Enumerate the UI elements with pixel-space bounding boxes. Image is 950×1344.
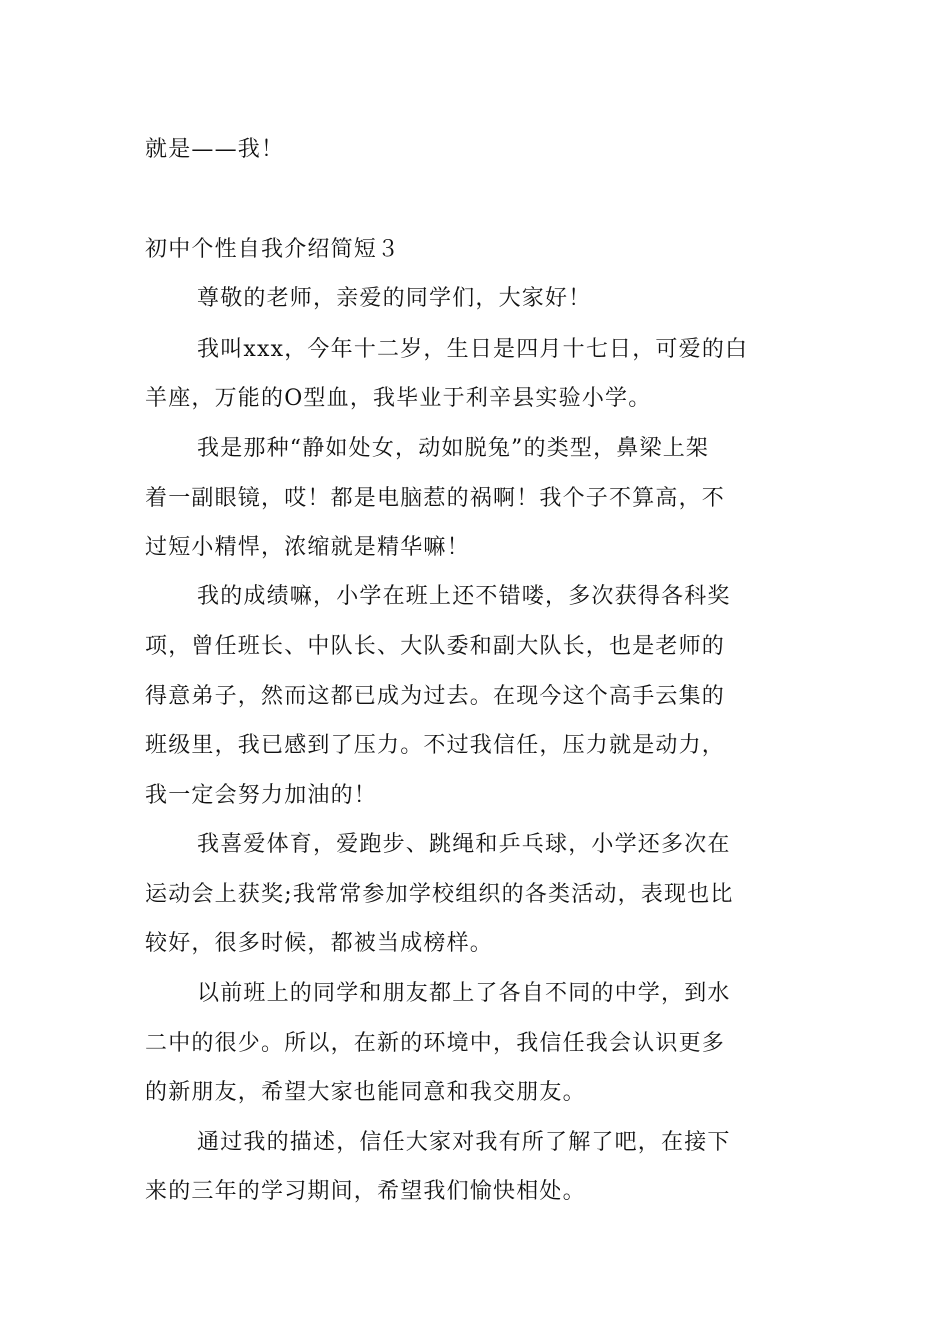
greeting-line: 尊敬的老师，亲爱的同学们，大家好！ [197,286,592,311]
text-line: 班级里，我已感到了压力。不过我信任，压力就是动力， [145,733,726,758]
text-line: 我的成绩嘛，小学在班上还不错喽，多次获得各科奖 [197,584,731,609]
text-line: 得意弟子，然而这都已成为过去。在现今这个高手云集的 [145,684,726,709]
section-heading: 初中个性自我介绍简短３ [145,237,401,262]
text-line: 通过我的描述，信任大家对我有所了解了吧，在接下 [197,1130,731,1155]
text-line: 我叫xxx，今年十二岁，生日是四月十七日，可爱的白 [197,337,749,362]
text-line: 过短小精悍，浓缩就是精华嘛！ [145,535,470,560]
text-line: 项，曾任班长、中队长、大队委和副大队长，也是老师的 [145,634,726,659]
text-line: 来的三年的学习期间，希望我们愉快相处。 [145,1179,586,1204]
text-line: 运动会上获奖;我常常参加学校组织的各类活动，表现也比 [145,882,734,907]
text-line: 我一定会努力加油的！ [145,783,378,808]
text-line: 二中的很少。所以，在新的环境中，我信任我会认识更多 [145,1031,726,1056]
text-line: 我喜爱体育，爱跑步、跳绳和乒乓球，小学还多次在 [197,832,731,857]
text-line: 就是——我！ [145,137,285,162]
text-line: 羊座，万能的O型血，我毕业于利辛县实验小学。 [145,386,652,411]
text-line: 我是那种“静如处女，动如脱兔”的类型，鼻梁上架 [197,436,710,461]
text-line: 以前班上的同学和朋友都上了各自不同的中学，到水 [197,981,731,1006]
text-line: 的新朋友，希望大家也能同意和我交朋友。 [145,1080,586,1105]
text-line: 着一副眼镜，哎！都是电脑惹的祸啊！我个子不算高，不 [145,486,726,511]
text-line: 较好，很多时候，都被当成榜样。 [145,931,494,956]
